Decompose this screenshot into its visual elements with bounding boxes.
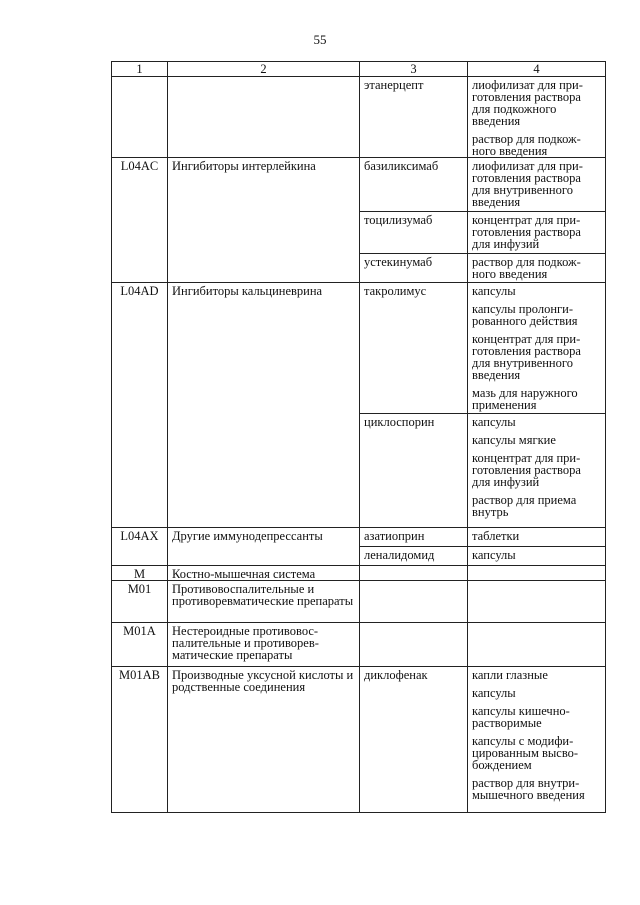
dosage-forms-cell xyxy=(468,158,606,212)
group-name-cell: Другие иммунодепрессанты xyxy=(168,528,360,547)
atc-code-cell: M01AB xyxy=(112,667,168,813)
table-row xyxy=(112,283,606,414)
group-name-cell: Ингибиторы кальциневрина xyxy=(168,283,360,414)
drug-name-cell: базиликсимаб xyxy=(360,158,468,212)
table-row xyxy=(112,254,606,283)
atc-code-cell: M xyxy=(112,566,168,581)
table-row xyxy=(112,623,606,667)
dosage-form: раствор для подкож-ного введения xyxy=(472,255,581,281)
dosage-form: концентрат для при-готовления раствора для внутривенного введения xyxy=(472,332,581,382)
dosage-form: капли глазные xyxy=(472,668,548,682)
table-row xyxy=(112,547,606,566)
dosage-form: лиофилизат для при-готовления раствора для подкожного введения xyxy=(472,78,583,128)
page-number: 55 xyxy=(313,32,327,47)
drug-name-cell: леналидомид xyxy=(360,547,468,566)
atc-code-cell: L04AX xyxy=(112,528,168,547)
atc-code-cell xyxy=(112,414,168,528)
drug-name-cell xyxy=(360,623,468,667)
dosage-form: капсулы мягкие xyxy=(472,433,556,447)
dosage-form: капсулы с модифи-цированным высво-бождением xyxy=(472,734,579,772)
table-row xyxy=(112,667,606,813)
header-row xyxy=(112,62,606,77)
drug-name-cell: устекинумаб xyxy=(360,254,468,283)
dosage-forms-cell xyxy=(468,414,606,528)
dosage-form: лиофилизат для при-готовления раствора для внутривенного введения xyxy=(472,159,583,209)
drug-name-cell: этанерцепт xyxy=(360,77,468,158)
dosage-form: раствор для приема внутрь xyxy=(472,493,577,519)
dosage-forms-cell xyxy=(468,212,606,254)
dosage-form: концентрат для при-готовления раствора для инфузий xyxy=(472,213,581,251)
group-name-cell: Производные уксусной кислоты и родственные соединения xyxy=(168,667,360,813)
atc-code-cell: M01 xyxy=(112,581,168,623)
dosage-form: мазь для наружного применения xyxy=(472,386,578,412)
dosage-form: раствор для внутри-мышечного введения xyxy=(472,776,585,802)
table-row xyxy=(112,212,606,254)
dosage-forms-cell xyxy=(468,581,606,623)
group-name-cell xyxy=(168,254,360,283)
table-row xyxy=(112,566,606,581)
drug-classification-table xyxy=(111,61,606,813)
atc-code-cell: M01A xyxy=(112,623,168,667)
drug-name-cell: диклофенак xyxy=(360,667,468,813)
table-row xyxy=(112,158,606,212)
group-name-cell xyxy=(168,547,360,566)
dosage-forms-cell xyxy=(468,566,606,581)
drug-name-cell xyxy=(360,566,468,581)
dosage-form: таблетки xyxy=(472,529,520,543)
dosage-form: капсулы кишечно-растворимые xyxy=(472,704,570,730)
dosage-forms-cell xyxy=(468,254,606,283)
table-row xyxy=(112,77,606,158)
group-name-cell: Ингибиторы интерлейкина xyxy=(168,158,360,212)
table-row xyxy=(112,528,606,547)
table-row xyxy=(112,581,606,623)
dosage-form: раствор для подкож-ного введения xyxy=(472,132,581,158)
dosage-form: капсулы пролонги-рованного действия xyxy=(472,302,578,328)
drug-name-cell: тоцилизумаб xyxy=(360,212,468,254)
dosage-forms-cell xyxy=(468,283,606,414)
group-name-cell: Костно-мышечная система xyxy=(168,566,360,581)
column-header: 2 xyxy=(168,62,360,77)
dosage-form: концентрат для при-готовления раствора для инфузий xyxy=(472,451,581,489)
atc-code-cell xyxy=(112,254,168,283)
drug-name-cell xyxy=(360,581,468,623)
dosage-form: капсулы xyxy=(472,686,516,700)
table-row xyxy=(112,414,606,528)
dosage-form: капсулы xyxy=(472,548,516,562)
drug-name-cell: азатиоприн xyxy=(360,528,468,547)
column-header: 4 xyxy=(468,62,606,77)
group-name-cell xyxy=(168,414,360,528)
dosage-form: капсулы xyxy=(472,284,516,298)
dosage-forms-cell xyxy=(468,623,606,667)
atc-code-cell: L04AC xyxy=(112,158,168,212)
dosage-form: капсулы xyxy=(472,415,516,429)
table-body xyxy=(112,77,606,813)
atc-code-cell xyxy=(112,212,168,254)
drug-name-cell: такролимус xyxy=(360,283,468,414)
dosage-forms-cell xyxy=(468,77,606,158)
dosage-forms-cell xyxy=(468,547,606,566)
atc-code-cell xyxy=(112,547,168,566)
drug-name-cell: циклоспорин xyxy=(360,414,468,528)
atc-code-cell: L04AD xyxy=(112,283,168,414)
column-header: 3 xyxy=(360,62,468,77)
group-name-cell: Нестероидные противовос-палительные и противорев-матические препараты xyxy=(168,623,360,667)
group-name-cell: Противовоспалительные и противоревматические препараты xyxy=(168,581,360,623)
column-header: 1 xyxy=(112,62,168,77)
group-name-cell xyxy=(168,77,360,158)
dosage-forms-cell xyxy=(468,528,606,547)
dosage-forms-cell xyxy=(468,667,606,813)
group-name-cell xyxy=(168,212,360,254)
atc-code-cell xyxy=(112,77,168,158)
